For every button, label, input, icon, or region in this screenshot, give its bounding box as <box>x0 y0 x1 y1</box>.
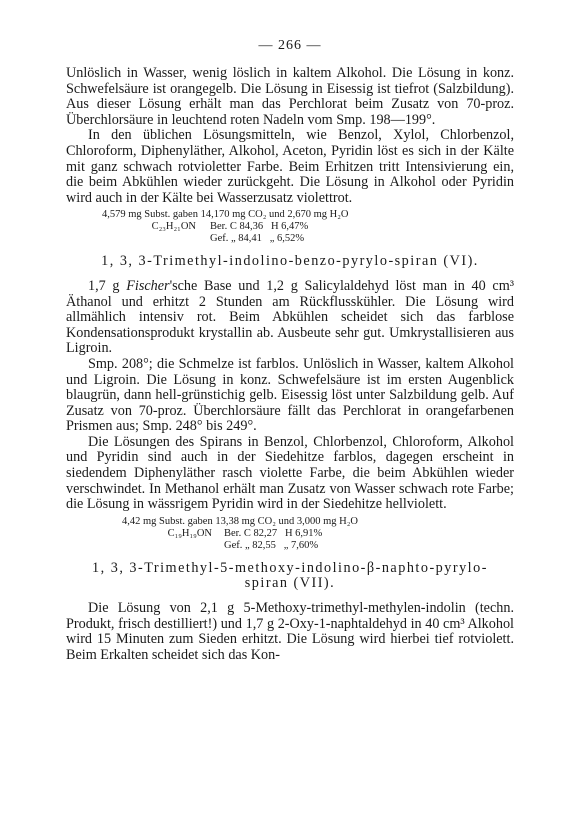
page-number: — 266 — <box>258 38 322 53</box>
paragraph-solubility: Unlöslich in Wasser, wenig löslich in kaltem Alkohol. Die Lösung in konz. Schwefelsäure ist orangegelb. Die Lösung in Eisessig ist tiefrot (Salzbildung). Aus dieser Lösung erhält man das Perchlorat beim Zusatz von 70-proz. Überchlorsäure in leuchtend roten Nadeln vom Smp. 198—199°. <box>66 65 514 128</box>
analysis-found: Gef. „ 84,41 „ 6,52% <box>210 233 305 245</box>
section-heading-vii: 1, 3, 3-Trimethyl-5-methoxy-indolino-β-naphto-pyrylo- spiran (VII). <box>92 559 488 592</box>
paragraph-preparation-vi: 1,7 g Fischer'sche Base und 1,2 g Salicylaldehyd löst man in 40 cm³ Äthanol und erhitzt 2 Stunden am Rückflusskühler. Die Lösung wird allmählich intensiv rot. Beim Abkühlen scheidet sich das farblose Kondensationsprodukt krystallin ab. Ausbeute sehr gut. Umkrystallisieren aus Ligroin. <box>66 277 514 357</box>
analysis-found: Gef. „ 82,55 „ 7,60% <box>224 539 319 551</box>
paragraph-solvents: In den üblichen Lösungsmitteln, wie Benzol, Xylol, Chlorbenzol, Chloroform, Diphenyläther, Alkohol, Aceton, Pyridin löst es sich in der Kälte mit ganz schwach rotvioletter Farbe. Beim Erhitzen tritt Intensivierung ein, die beim Abkühlen wieder zurückgeht. Die Lösung in Alkohol oder Pyridin wird auch in der Kälte bei Wasserzusatz violettrot. <box>66 127 514 206</box>
elemental-analysis-1 <box>66 209 514 245</box>
elemental-analysis-2 <box>66 516 514 552</box>
analysis-calculated: Ber. C 84,36 H 6,47% <box>210 221 309 233</box>
section-heading-vi: 1, 3, 3-Trimethyl-indolino-benzo-pyrylo-spiran (VI). <box>101 253 479 270</box>
paragraph-properties-vi: Smp. 208°; die Schmelze ist farblos. Unlöslich in Wasser, kaltem Alkohol und Ligroin. Die Lösung in konz. Schwefelsäure ist im ersten Augenblick blaugrün, dann hell-grünstichig gelb. Eisessig löst unter Salzbildung gelb. Auf Zusatz von 70-proz. Überchlorsäure fällt das Perchlorat in orangefarbenen Prismen aus; Smp. 248° bis 249°. <box>66 355 514 435</box>
paragraph-preparation-vii: Die Lösung von 2,1 g 5-Methoxy-trimethyl-methylen-indolin (techn. Produkt, frisch destilliert!) und 1,7 g 2-Oxy-1-naphtaldehyd in 40 cm³ Alkohol wird 15 Minuten zum Sieden erhitzt. Die Lösung wird hierbei tief rotviolett. Beim Erkalten scheidet sich das Kon- <box>66 600 514 663</box>
author-name: Fischer <box>126 277 170 294</box>
analysis-line: 4,42 mg Subst. gaben 13,38 mg CO₂ und 3,000 mg H₂O <box>122 515 358 527</box>
document-page <box>66 38 514 663</box>
analysis-formula: C₁₉H₁₉ON <box>167 527 212 539</box>
analysis-line: 4,579 mg Subst. gaben 14,170 mg CO₂ und 2,670 mg H₂O <box>102 209 349 221</box>
paragraph-solution-colors: Die Lösungen des Spirans in Benzol, Chlorbenzol, Chloroform, Alkohol und Pyridin sind auch in der Siedehitze farblos, dagegen erscheint in siedendem Diphenyläther rasch violette Farbe, die beim Abkühlen wieder verschwindet. In Methanol erhält man Zusatz von Wasser schwach rote Farbe; die Lösung in wässrigem Pyridin wird in der Siedehitze hellviolett. <box>66 433 514 513</box>
analysis-formula: C₂₃H₂₁ON <box>151 221 196 233</box>
analysis-calculated: Ber. C 82,27 H 6,91% <box>224 527 323 539</box>
